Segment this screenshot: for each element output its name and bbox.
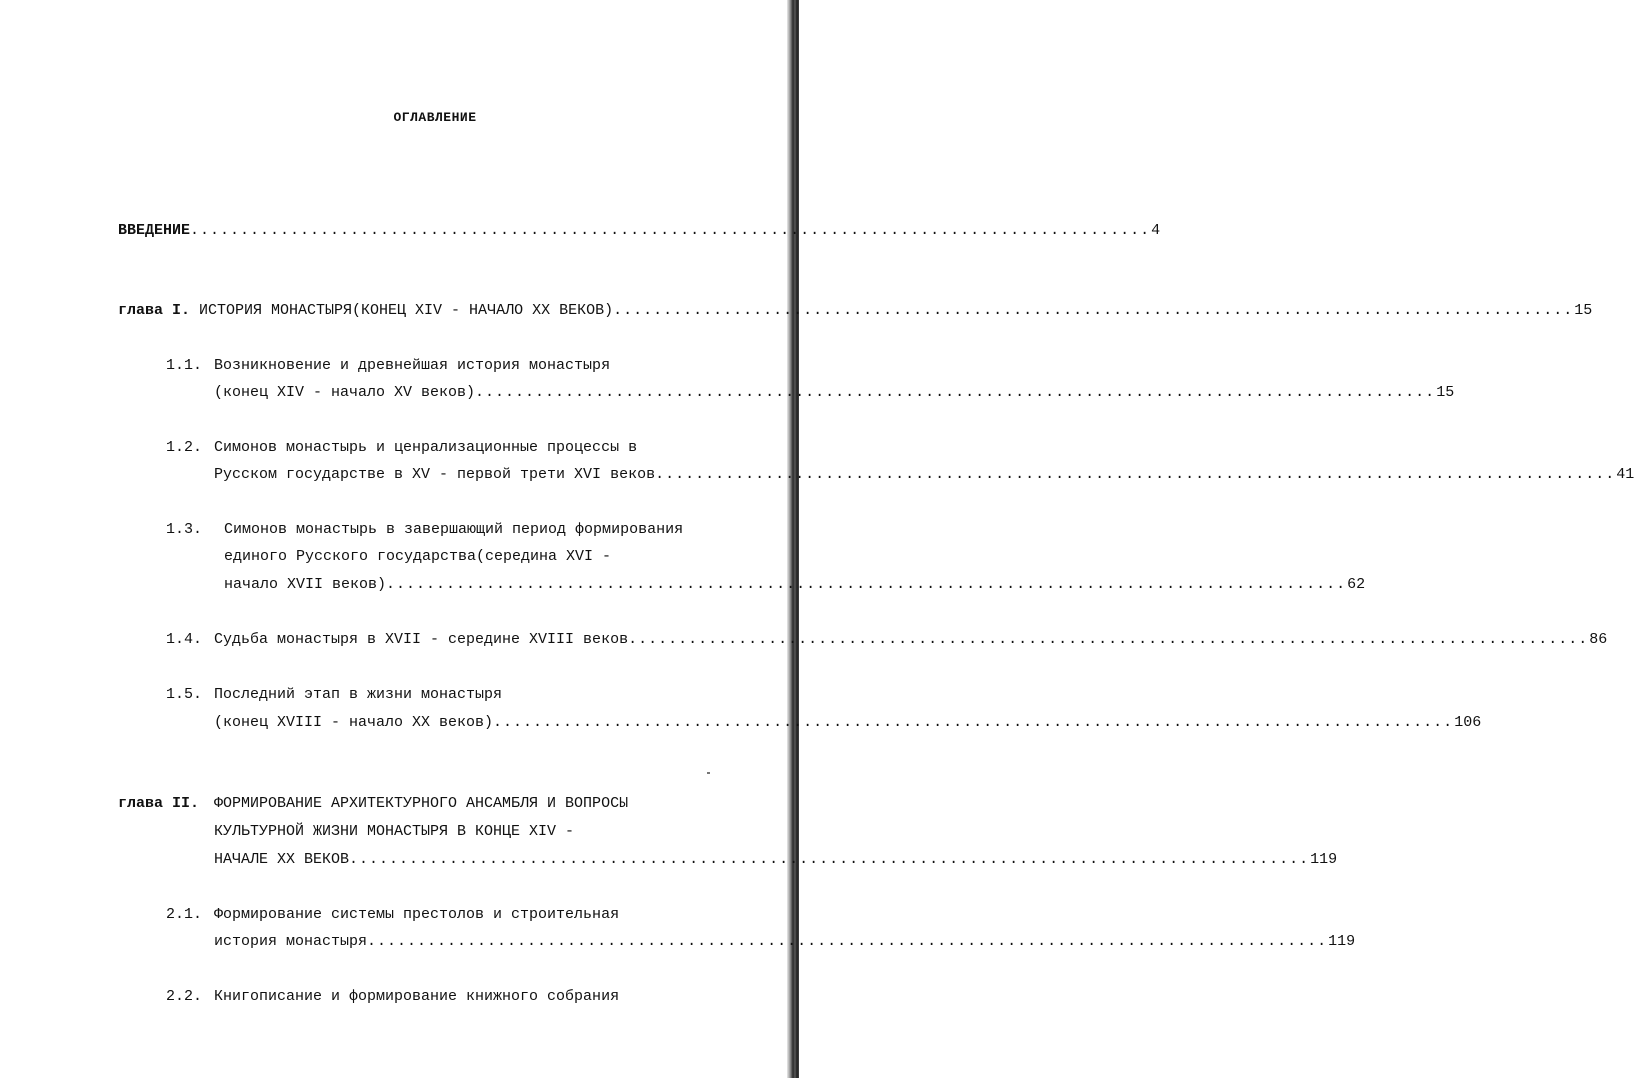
toc-section-number: 2.1.: [166, 906, 203, 923]
toc-section-title-line[interactable]: Симонов монастырь в завершающий период формирования: [224, 521, 684, 538]
toc-entry-1-3[interactable]: [224, 576, 1366, 594]
toc-page-number: 41: [1616, 466, 1634, 483]
toc-entry-1-1[interactable]: [214, 384, 1455, 402]
toc-label: ИСТОРИЯ МОНАСТЫРЯ(КОНЕЦ XIV - НАЧАЛО XX ВЕКОВ): [199, 302, 614, 319]
toc-label: (конец XVIII - начало XX веков): [214, 714, 494, 731]
toc-label: Судьба монастыря в XVII - середине XVIII веков: [214, 631, 629, 648]
toc-label: история монастыря: [214, 933, 368, 950]
toc-entry-chapter-1[interactable]: [118, 302, 1593, 320]
toc-label: (конец XIV - начало XV веков): [214, 384, 476, 401]
toc-entry-chapter-2[interactable]: [214, 851, 1338, 869]
toc-label: НАЧАЛЕ XX ВЕКОВ: [214, 851, 350, 868]
toc-leader-dots: ................................................................................................: [655, 466, 1616, 483]
toc-section-title-line[interactable]: Последний этап в жизни монастыря: [214, 686, 503, 703]
toc-section-title-line[interactable]: Формирование системы престолов и строительная: [214, 906, 620, 923]
scanned-page-edge: [787, 0, 799, 1078]
toc-chapter-title-line[interactable]: ФОРМИРОВАНИЕ АРХИТЕКТУРНОГО АНСАМБЛЯ И ВОПРОСЫ: [214, 795, 629, 812]
toc-section-number: 2.2.: [166, 988, 203, 1005]
toc-page-number: 86: [1589, 631, 1608, 648]
toc-section-title-line[interactable]: Книгописание и формирование книжного собрания: [214, 988, 620, 1005]
scan-speck: [707, 772, 710, 774]
toc-section-number: 1.2.: [166, 439, 203, 456]
toc-entry-intro[interactable]: [118, 222, 1161, 240]
toc-page-number: 62: [1347, 576, 1366, 593]
toc-entry-1-5[interactable]: [214, 714, 1482, 732]
toc-section-title-line[interactable]: единого Русского государства(середина XVI -: [224, 548, 612, 565]
toc-leader-dots: ................................................................................................: [613, 302, 1574, 319]
toc-leader-dots: ................................................................................................: [190, 222, 1151, 239]
toc-chapter-prefix: глава II.: [118, 795, 200, 812]
toc-section-number: 1.4.: [166, 631, 203, 648]
toc-entry-1-4[interactable]: [214, 631, 1608, 649]
toc-section-title-line[interactable]: Возникновение и древнейшая история монастыря: [214, 357, 611, 374]
toc-leader-dots: ................................................................................................: [628, 631, 1589, 648]
toc-label: ВВЕДЕНИЕ: [118, 222, 191, 239]
toc-page-number: 106: [1454, 714, 1482, 731]
toc-page-number: 119: [1328, 933, 1356, 950]
toc-leader-dots: ................................................................................................: [349, 851, 1310, 868]
page-title: ОГЛАВЛЕНИЕ: [393, 110, 477, 125]
toc-label: начало XVII веков): [224, 576, 387, 593]
toc-section-title-line[interactable]: Симонов монастырь и ценрализационные процессы в: [214, 439, 638, 456]
toc-chapter-title-line[interactable]: КУЛЬТУРНОЙ ЖИЗНИ МОНАСТЫРЯ В КОНЦЕ XIV -: [214, 823, 575, 840]
toc-entry-1-2[interactable]: [214, 466, 1634, 484]
toc-leader-dots: ................................................................................................: [367, 933, 1328, 950]
toc-leader-dots: ................................................................................................: [493, 714, 1454, 731]
toc-leader-dots: ................................................................................................: [475, 384, 1436, 401]
toc-label: Русском государстве в XV - первой трети XVI веков: [214, 466, 656, 483]
toc-leader-dots: ................................................................................................: [386, 576, 1347, 593]
toc-page-number: 119: [1310, 851, 1338, 868]
toc-chapter-prefix: глава I.: [118, 302, 191, 319]
toc-section-number: 1.1.: [166, 357, 203, 374]
toc-page-number: 15: [1436, 384, 1455, 401]
toc-page-number: 15: [1574, 302, 1593, 319]
toc-page-number: 4: [1151, 222, 1161, 239]
toc-section-number: 1.3.: [166, 521, 203, 538]
toc-entry-2-1[interactable]: [214, 933, 1356, 951]
toc-section-number: 1.5.: [166, 686, 203, 703]
